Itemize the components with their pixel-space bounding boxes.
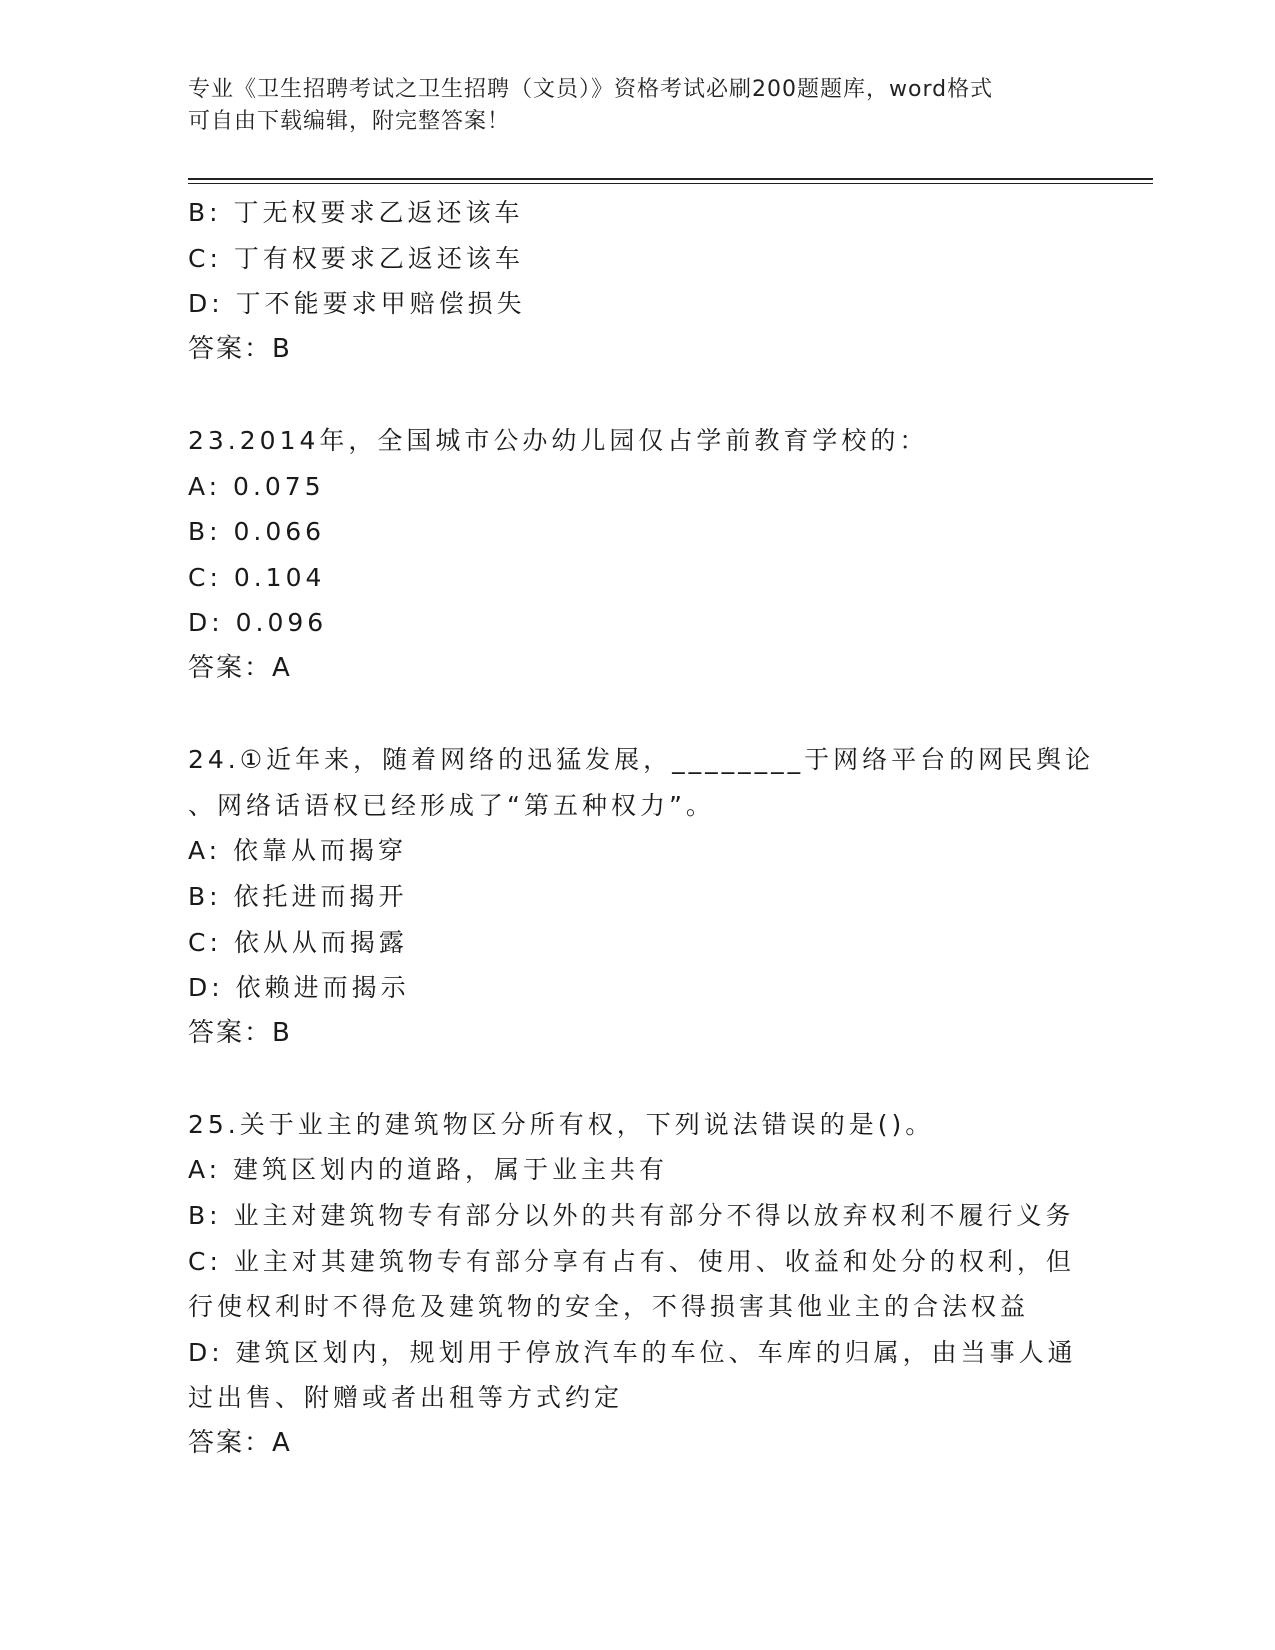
question-stem-continued: 、网络话语权已经形成了“第五种权力”。 — [188, 790, 715, 820]
option-c-continued: 行使权利时不得危及建筑物的安全，不得损害其他业主的合法权益 — [188, 1292, 1030, 1322]
header-divider — [188, 178, 1153, 184]
header-line-2: 可自由下载编辑，附完整答案！ — [188, 109, 511, 134]
page-header — [188, 74, 1088, 138]
option-b: B: 丁无权要求乙返还该车 — [188, 198, 524, 227]
option-a: A: 0.075 — [188, 471, 325, 501]
question-content — [188, 190, 1095, 1467]
option-b: B: 0.066 — [188, 517, 326, 547]
answer-text: 答案：B — [188, 1017, 292, 1048]
option-b: B: 依托进而揭开 — [188, 881, 408, 911]
option-b: B: 业主对建筑物专有部分以外的共有部分不得以放弃权利不履行义务 — [188, 1201, 1075, 1231]
option-c: C: 依从从而揭露 — [188, 927, 408, 957]
answer-text: 答案：A — [188, 1428, 292, 1459]
option-c: C: 业主对其建筑物专有部分享有占有、使用、收益和处分的权利，但 — [188, 1246, 1075, 1276]
option-c: C: 丁有权要求乙返还该车 — [188, 243, 524, 273]
option-c: C: 0.104 — [188, 562, 326, 592]
option-a: A: 依靠从而揭穿 — [188, 836, 408, 866]
option-d: D: 建筑区划内，规划用于停放汽车的车位、车库的归属，由当事人通 — [188, 1337, 1077, 1367]
header-line-1: 专业《卫生招聘考试之卫生招聘（文员）》资格考试必刷200题题库，word格式 — [188, 77, 994, 102]
option-a: A: 建筑区划内的道路，属于业主共有 — [188, 1155, 669, 1185]
option-d: D: 0.096 — [188, 608, 328, 638]
option-d: D: 依赖进而揭示 — [188, 973, 410, 1003]
question-stem: 24.①近年来，随着网络的迅猛发展，________于网络平台的网民舆论 — [188, 745, 1095, 775]
option-d: D: 丁不能要求甲赔偿损失 — [188, 289, 526, 319]
answer-text: 答案：A — [188, 652, 292, 683]
question-stem: 25.关于业主的建筑物区分所有权，下列说法错误的是()。 — [188, 1109, 935, 1139]
question-stem: 23.2014年，全国城市公办幼儿园仅占学前教育学校的： — [188, 425, 929, 455]
option-d-continued: 过出售、附赠或者出租等方式约定 — [188, 1383, 624, 1413]
answer-text: 答案：B — [188, 333, 292, 364]
